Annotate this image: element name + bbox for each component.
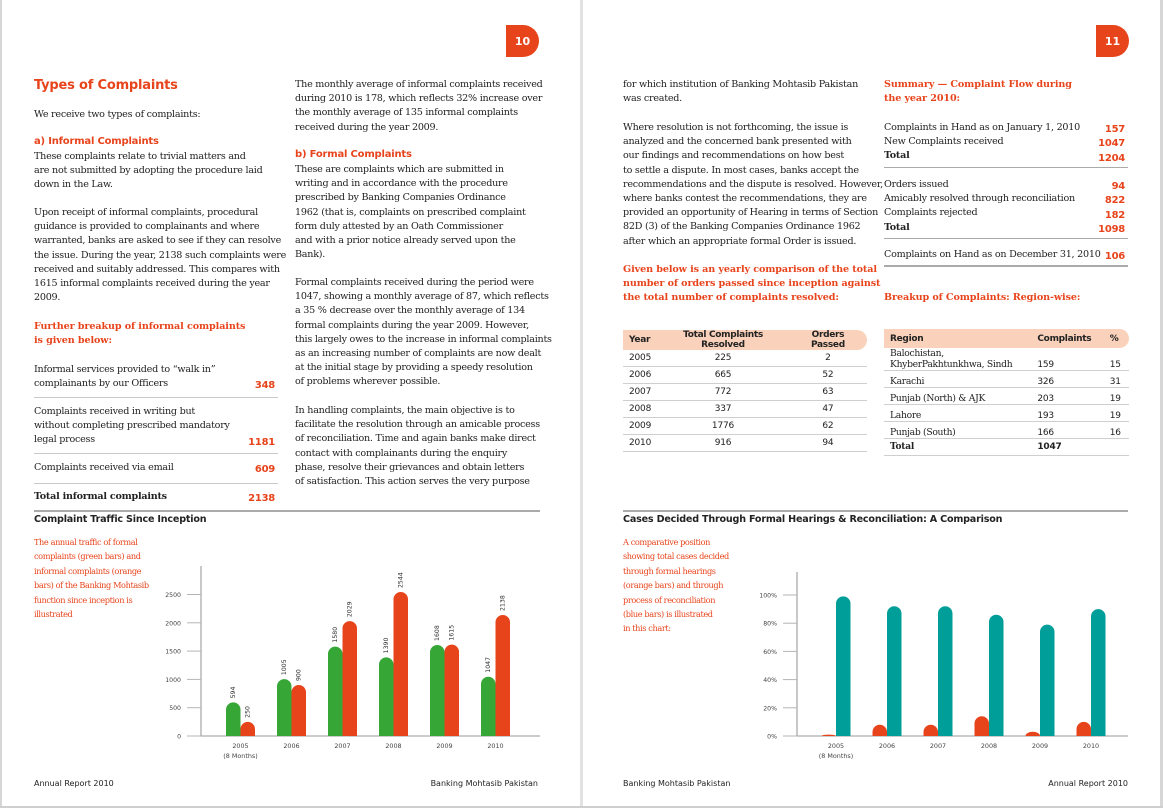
- text-line: Where resolution is not forthcoming, the issue is: [623, 122, 849, 133]
- bar-informal-complaints: [292, 685, 307, 736]
- resolved-cell: 665: [657, 367, 789, 384]
- text-line: provided an opportunity of Hearing in terms of Section: [623, 207, 879, 219]
- text-line: received during the year 2009.: [295, 121, 439, 133]
- bar-formal-complaints: [277, 679, 292, 736]
- bar-reconciliation: [1091, 609, 1106, 736]
- text-line: In handling complaints, the main objective is to: [295, 405, 515, 416]
- footer-left: Banking Mohtasib Pakistan: [623, 779, 731, 788]
- summary-label: Complaints rejected: [884, 207, 978, 219]
- summary-value: 1047: [1098, 138, 1125, 150]
- bar-formal-hearings: [1077, 722, 1092, 736]
- chart1-title: Complaint Traffic Since Inception: [34, 514, 207, 525]
- data-label: 1390: [383, 637, 391, 654]
- resolved-cell: 1776: [657, 418, 789, 435]
- text-line: Further breakup of informal complaints: [34, 321, 246, 332]
- text-line: prescribed by Banking Companies Ordinance: [295, 192, 506, 204]
- complaints-cell: 166: [1031, 422, 1103, 439]
- summary-label: Complaints in Hand as on January 1, 2010: [884, 122, 1080, 133]
- summary-value: 1098: [1098, 223, 1125, 235]
- text-line: 1047, showing a monthly average of 87, which reflects: [295, 291, 549, 303]
- summary-value: 94: [1111, 181, 1125, 193]
- resolved-cell: 337: [657, 401, 789, 418]
- text-line: writing and in accordance with the procedure: [295, 178, 508, 190]
- text-line: in this chart:: [623, 623, 671, 634]
- summary-label: Total: [884, 150, 910, 162]
- bar-informal-complaints: [343, 621, 358, 736]
- bar-informal-complaints: [394, 592, 409, 736]
- text-line: the total number of complaints resolved:: [623, 292, 839, 304]
- text-line: without completing prescribed mandatory: [34, 420, 230, 432]
- bar-formal-hearings: [1026, 732, 1041, 736]
- text-line: Informal services provided to “walk in”: [34, 364, 216, 375]
- y-tick-label: 0: [177, 733, 181, 741]
- breakup-value: 2138: [248, 493, 275, 505]
- breakup-value: 1181: [248, 436, 275, 448]
- text-line: 1615 informal complaints received during the year: [34, 278, 270, 290]
- data-label: 1005: [281, 659, 289, 676]
- data-label: 1047: [485, 656, 493, 673]
- text-line: Given below is an yearly comparison of the total: [623, 264, 877, 275]
- text-line: of problems wherever possible.: [295, 376, 441, 388]
- data-label: 2029: [346, 601, 354, 618]
- col-header-orders: Orders Passed: [789, 330, 867, 350]
- x-tick-label: 2010: [487, 742, 504, 750]
- bar-formal-hearings: [873, 725, 888, 736]
- text-line: The annual traffic of formal: [34, 537, 138, 547]
- summary-value: 106: [1104, 251, 1125, 263]
- text-line: are not submitted by adopting the procedure laid: [34, 165, 263, 177]
- informal-heading: a) Informal Complaints: [34, 136, 159, 147]
- page-number-badge: 10: [506, 25, 539, 57]
- col-header-pct: %: [1104, 329, 1129, 348]
- text-line: Complaints received via email: [34, 462, 174, 473]
- page-number-badge: 11: [1096, 25, 1129, 57]
- bar-reconciliation: [938, 606, 953, 736]
- text-line: Karachi: [890, 376, 925, 387]
- text-line: contact with complainants during the enquiry: [295, 447, 508, 459]
- col-header-resolved: Total Complaints Resolved: [657, 330, 789, 350]
- bar-reconciliation: [1040, 625, 1055, 736]
- text-line: showing total cases decided: [623, 551, 729, 562]
- text-line: this largely owes to the increase in informal complaints: [295, 333, 552, 345]
- text-line: at the initial stage by providing a speedy resolution: [295, 362, 533, 374]
- y-tick-label: 0%: [767, 733, 777, 741]
- bar-formal-complaints: [379, 657, 394, 736]
- footer-left: Annual Report 2010: [34, 779, 114, 788]
- bar-formal-hearings: [822, 735, 837, 736]
- x-tick-label: 2005: [232, 742, 249, 750]
- col-header-region: Region: [884, 329, 1031, 348]
- bar-reconciliation: [887, 606, 902, 736]
- pct-cell: 15: [1104, 348, 1129, 371]
- summary-label: Total: [884, 221, 910, 233]
- x-tick-label: 2006: [878, 742, 896, 750]
- text-line: formal complaints during the year 2009. However,: [295, 319, 529, 331]
- y-tick-label: 60%: [763, 648, 777, 656]
- text-line: number of orders passed since inception against: [623, 278, 881, 290]
- text-line: Summary — Complaint Flow during: [884, 79, 1072, 90]
- y-tick-label: 2500: [165, 592, 181, 599]
- x-tick-label: 2010: [1082, 742, 1100, 750]
- breakup-value: 609: [254, 464, 275, 476]
- bar-formal-complaints: [328, 647, 343, 736]
- bar-informal-complaints: [496, 615, 511, 736]
- data-label: 1608: [434, 625, 442, 641]
- text-line: process of reconciliation: [623, 594, 716, 605]
- text-line: is given below:: [34, 335, 112, 347]
- text-line: through formal hearings: [623, 565, 716, 576]
- summary-value: 1204: [1098, 152, 1125, 164]
- text-line: Formal complaints received during the period were: [295, 277, 534, 288]
- text-line: complainants by our Officers: [34, 378, 168, 390]
- x-tick-label: 2005: [827, 742, 845, 750]
- text-line: 82D (3) of the Banking Companies Ordinance 1962: [623, 221, 861, 233]
- y-tick-label: 100%: [759, 592, 777, 600]
- year-cell: 2010: [623, 435, 657, 452]
- complaint-traffic-chart: [0, 0, 580, 770]
- orders-cell: 2: [789, 350, 867, 367]
- text-line: to settle a dispute. In most cases, banks accept the: [623, 164, 859, 176]
- text-line: Bank).: [295, 249, 326, 261]
- pct-cell: 31: [1104, 371, 1129, 388]
- text-line: facilitate the resolution through an amicable process: [295, 419, 540, 431]
- text-line: recommendations and the dispute is resolved. However,: [623, 178, 883, 190]
- complaints-cell: 326: [1031, 371, 1103, 388]
- bar-formal-complaints: [226, 702, 241, 736]
- footer-right: Annual Report 2010: [1048, 779, 1128, 788]
- total-complaints: 1047: [1031, 439, 1103, 456]
- x-tick-label: 2009: [1031, 742, 1049, 750]
- formal-heading: b) Formal Complaints: [295, 149, 412, 160]
- orders-cell: 62: [789, 418, 867, 435]
- total-label: Total: [884, 439, 1031, 456]
- text-line: These complaints relate to trivial matters and: [34, 151, 246, 162]
- orders-cell: 52: [789, 367, 867, 384]
- text-line: analyzed and the concerned bank presented with: [623, 136, 852, 148]
- text-line: as an increasing number of complaints are now dealt: [295, 348, 542, 360]
- chart2-title: Cases Decided Through Formal Hearings & Reconciliation: A Comparison: [623, 514, 1003, 525]
- footer-right: Banking Mohtasib Pakistan: [430, 779, 538, 788]
- bar-informal-complaints: [445, 645, 460, 736]
- x-tick-label: 2009: [436, 742, 453, 750]
- bar-formal-hearings: [924, 725, 939, 736]
- text-line: informal complaints (orange: [34, 565, 142, 576]
- text-line: A comparative position: [623, 537, 710, 547]
- y-tick-label: 20%: [763, 705, 777, 713]
- text-line: phase, resolve their grievances and obtain letters: [295, 461, 525, 473]
- breakup-value: 348: [254, 380, 275, 392]
- summary-label: Orders issued: [884, 179, 949, 190]
- year-cell: 2009: [623, 418, 657, 435]
- text-line: a 35 % decrease over the monthly average of 134: [295, 305, 525, 317]
- resolved-cell: 916: [657, 435, 789, 452]
- text-line: legal process: [34, 434, 95, 446]
- text-line: function since inception is: [34, 594, 133, 605]
- y-tick-label: 40%: [763, 677, 777, 685]
- text-line: Upon receipt of informal complaints, procedural: [34, 207, 258, 218]
- text-line: for which institution of Banking Mohtasib Pakistan: [623, 79, 858, 90]
- pct-cell: 19: [1104, 405, 1129, 422]
- data-label: 1580: [332, 626, 340, 643]
- summary-value: 157: [1104, 124, 1125, 136]
- orders-cell: 63: [789, 384, 867, 401]
- text-line: the monthly average of 135 informal complaints: [295, 107, 518, 119]
- text-line: our findings and recommendations on how best: [623, 150, 844, 162]
- year-cell: 2006: [623, 367, 657, 384]
- complaints-cell: 159: [1031, 348, 1103, 371]
- text-line: the issue. During the year, 2138 such complaints were: [34, 249, 287, 261]
- summary-value: 182: [1104, 209, 1125, 221]
- text-line: form duly attested by an Oath Commissioner: [295, 220, 503, 232]
- text-line: the year 2010:: [884, 93, 960, 105]
- text-line: where banks contest the recommendations, they are: [623, 193, 867, 205]
- y-tick-label: 80%: [763, 620, 777, 628]
- text-line: Total informal complaints: [34, 491, 167, 502]
- data-label: 594: [230, 686, 238, 699]
- resolved-cell: 225: [657, 350, 789, 367]
- text-line: Lahore: [890, 410, 922, 421]
- orders-cell: 94: [789, 435, 867, 452]
- pct-cell: 16: [1104, 422, 1129, 439]
- resolved-cell: 772: [657, 384, 789, 401]
- text-line: after which an appropriate formal Order is issued.: [623, 235, 857, 247]
- x-tick-label: 2008: [980, 742, 998, 750]
- text-line: was created.: [623, 93, 682, 105]
- text-line: 2009.: [34, 292, 61, 304]
- y-tick-label: 1500: [165, 648, 181, 656]
- x-tick-label: 2006: [283, 742, 300, 750]
- page-heading: Types of Complaints: [34, 78, 178, 93]
- data-label: 250: [244, 706, 252, 718]
- data-label: 1615: [448, 624, 456, 641]
- region-heading: Breakup of Complaints: Region-wise:: [884, 292, 1081, 303]
- text-line: bars) of the Banking Mohtasib: [34, 580, 149, 591]
- text-line: These are complaints which are submitted in: [295, 164, 504, 175]
- text-line: KhyberPakhtunkhwa, Sindh: [890, 359, 1013, 370]
- summary-label: Amicably resolved through reconciliation: [884, 193, 1075, 205]
- summary-label: New Complaints received: [884, 136, 1004, 148]
- x-tick-label: 2007: [334, 742, 351, 750]
- data-label: 2544: [397, 572, 405, 589]
- text-line: warranted, banks are asked to see if they can resolve: [34, 235, 282, 247]
- data-label: 2138: [499, 595, 507, 611]
- x-tick-sublabel: (8 Months): [223, 752, 258, 760]
- text-line: received and suitably addressed. This compares with: [34, 263, 280, 275]
- text-line: (orange bars) and through: [623, 580, 724, 591]
- text-line: Punjab (South): [890, 427, 956, 438]
- text-line: Complaints received in writing but: [34, 406, 196, 417]
- y-tick-label: 500: [169, 705, 181, 713]
- bar-formal-complaints: [430, 645, 445, 736]
- bar-formal-hearings: [975, 716, 990, 736]
- bar-reconciliation: [989, 615, 1004, 736]
- col-header-year: Year: [623, 330, 657, 350]
- text-line: complaints (green bars) and: [34, 551, 141, 562]
- bar-informal-complaints: [241, 722, 256, 736]
- text-line: and with a prior notice already served upon the: [295, 235, 516, 247]
- summary-label: Complaints on Hand as on December 31, 2010: [884, 249, 1101, 260]
- orders-cell: 47: [789, 401, 867, 418]
- text-line: 1962 (that is, complaints on prescribed complaint: [295, 206, 526, 218]
- cases-decided-chart: [583, 0, 1160, 770]
- text-line: of satisfaction. This action serves the very purpose: [295, 476, 530, 488]
- y-tick-label: 1000: [165, 676, 181, 684]
- x-tick-label: 2008: [385, 742, 402, 750]
- complaints-cell: 193: [1031, 405, 1103, 422]
- text-line: Balochistan,: [890, 348, 944, 359]
- bar-formal-complaints: [481, 677, 496, 736]
- y-tick-label: 2000: [165, 620, 181, 628]
- text-line: guidance is provided to complainants and where: [34, 221, 260, 233]
- summary-value: 822: [1104, 195, 1125, 207]
- year-cell: 2007: [623, 384, 657, 401]
- intro-text: We receive two types of complaints:: [34, 109, 201, 120]
- text-line: (blue bars) is illustrated: [623, 609, 713, 620]
- text-line: The monthly average of informal complaints received: [295, 79, 543, 90]
- data-label: 900: [295, 669, 303, 682]
- complaints-cell: 203: [1031, 388, 1103, 405]
- text-line: Punjab (North) & AJK: [890, 393, 986, 404]
- text-line: down in the Law.: [34, 179, 113, 191]
- text-line: illustrated: [34, 609, 73, 620]
- bar-reconciliation: [836, 596, 851, 736]
- text-line: of reconciliation. Time and again banks make direct: [295, 433, 536, 445]
- text-line: during 2010 is 178, which reflects 32% increase over: [295, 93, 543, 105]
- col-header-complaints: Complaints: [1031, 329, 1103, 348]
- x-tick-sublabel: (8 Months): [818, 752, 854, 760]
- x-tick-label: 2007: [929, 742, 947, 750]
- pct-cell: 19: [1104, 388, 1129, 405]
- year-cell: 2005: [623, 350, 657, 367]
- year-cell: 2008: [623, 401, 657, 418]
